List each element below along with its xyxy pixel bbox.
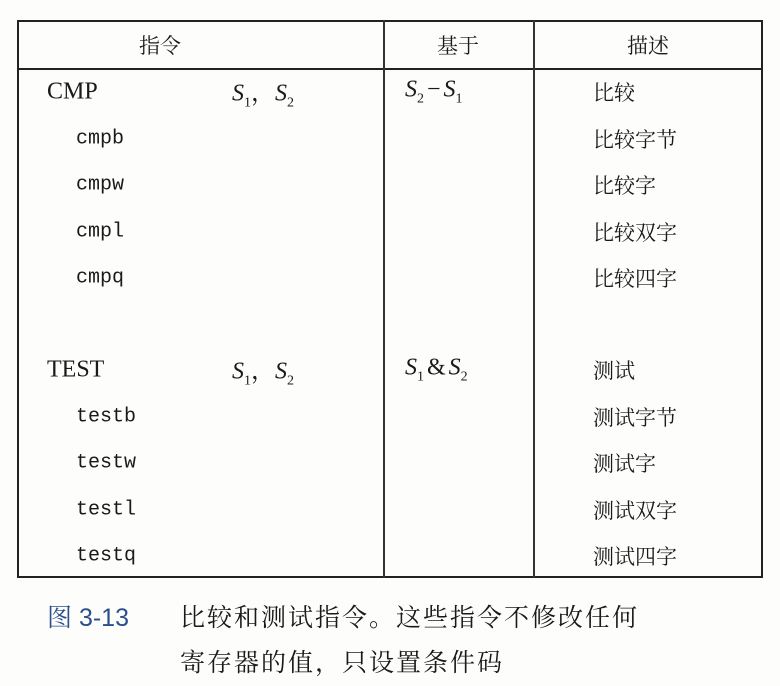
math-symbol: $S_2$ [275,358,294,389]
based-on-expression [405,355,468,386]
description: 测试 [593,359,635,383]
based-on-expression [405,77,463,108]
variant-description: 测试四字 [593,545,677,569]
variant-description: 测试双字 [593,498,677,523]
variant-description: 测试字节 [593,405,677,430]
header-based-on: 基于 [437,34,479,58]
variant-name: testb [76,405,137,428]
variant-name: testl [76,498,137,521]
header-description: 描述 [627,34,669,58]
instruction-name: CMP [47,78,98,105]
variant-name: cmpb [76,127,125,150]
variant-description: 比较字节 [593,127,677,152]
math-symbol: $S_2$ [405,76,424,107]
variant-description: 比较四字 [593,267,677,291]
figure-label: 图 3-13 [47,604,129,632]
operands [232,351,294,390]
variant-name: cmpw [76,173,125,197]
variant-name: cmpl [76,220,125,243]
operator: & [427,354,446,381]
math-symbol: $S_1$ [232,358,251,389]
caption-line-1: 比较和测试指令。这些指令不修改任何 [180,603,640,632]
math-symbol: $S_2$ [275,80,294,111]
column-divider [383,20,385,578]
separator: ， [251,358,275,385]
operands [232,73,294,112]
caption-line-2: 寄存器的值，只设置条件码 [180,648,505,677]
column-divider [533,20,535,578]
variant-name: testw [76,451,137,475]
variant-name: cmpq [76,266,125,290]
variant-name: testq [76,544,137,568]
math-symbol: $S_1$ [405,354,424,385]
math-symbol: $S_2$ [448,354,468,385]
math-symbol: $S_1$ [443,76,463,107]
header-divider [17,68,763,70]
variant-description: 测试字 [593,452,656,476]
variant-description: 比较双字 [593,220,677,245]
header-instruction: 指令 [139,34,181,58]
math-symbol: $S_1$ [232,80,251,111]
variant-description: 比较字 [593,174,656,198]
instruction-name: TEST [47,356,105,383]
operator: − [427,76,441,103]
separator: ， [251,80,275,107]
description: 比较 [593,81,635,105]
